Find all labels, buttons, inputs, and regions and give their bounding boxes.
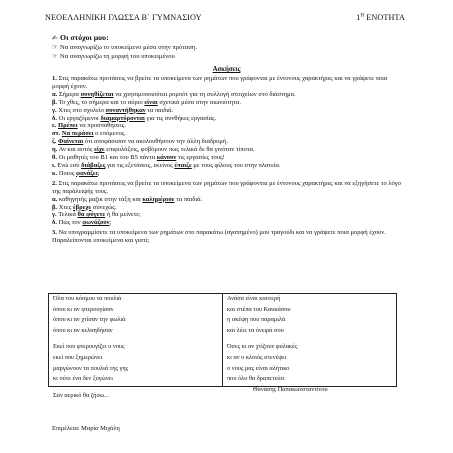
item-text: ; <box>97 169 100 177</box>
item-label: στ. <box>52 130 61 138</box>
item-text: για τις εξετάσεις, εκείνος <box>105 161 175 169</box>
lyric-line: Ανάσα είναι καυτερή <box>227 295 281 302</box>
page-header <box>45 13 405 22</box>
lyric-line: Εκεί που φτερουγίζει ο νους <box>53 343 125 351</box>
item-text: τα παιδιά. <box>174 195 203 203</box>
item-label: θ. <box>52 154 58 162</box>
exercise-2-list <box>52 196 404 228</box>
item-label: α. <box>52 195 58 203</box>
item-text: ή θα μείνετε; <box>105 211 141 219</box>
item-verb: καλημέρισε <box>142 195 175 203</box>
item-text: Οι εργαζόμενοι <box>58 114 101 122</box>
item-label: ι. <box>52 161 56 169</box>
item-verb: συνηθίζεται <box>80 90 114 98</box>
exercise-item <box>52 196 404 204</box>
exercise-item <box>52 162 404 170</box>
item-verb: Να περάσει <box>61 130 94 138</box>
lyric-line: εκεί που ξημερώνει <box>53 353 103 361</box>
goals-section <box>52 34 402 62</box>
exercise-1-intro: 1. Στις παρακάτω προτάσεις να βρείτε τα υποκείμενα των ρημάτων που γράφονται με έντονους χαρακτήρες και να γράψετε ποια μορφή έχουν. <box>52 75 388 90</box>
lyric-line: όπου κι αν χτίσαν την φωλιά <box>53 316 126 324</box>
item-text: Οι μαθητές του Β1 και του Β5 πάντα <box>58 154 157 162</box>
lyric-line: Όλα του κόσμου τα πουλιά <box>53 295 122 302</box>
exercise-3-intro: 3. Να υπογραμμίσετε τα υποκείμενα των ρημάτων στο παρακάτω (αγαπημένο) μου τραγούδι και να γράψετε ποια μορφή έχουν. Παραλείπονται υποκείμενα και γιατί; <box>52 229 386 245</box>
item-text: καθηγητής μαζικ στην τάξη και <box>58 195 143 203</box>
lyric-line: όπου κι αν φτερουγίσαν <box>53 305 114 313</box>
item-label: δ. <box>52 219 57 227</box>
item-text: με τους φίλους του στην πλατεία. <box>191 161 281 169</box>
item-verb: συναντήθηκαν <box>105 106 146 114</box>
lyric-line: Σαν αερικό θα ζήσω... <box>53 391 109 399</box>
item-text: σχετικά μέσα στην αιωνιότητα. <box>157 98 241 106</box>
item-verb: είναι <box>144 98 158 106</box>
lyric-line: κι ούτε ένα δεν ξυγώνει <box>53 375 113 383</box>
lyrics-right-column <box>222 294 396 393</box>
lyric-line: Όσες κι αν χτίζουν φυλακές <box>227 343 298 351</box>
item-text: συνεχώς. <box>91 203 117 211</box>
item-label: γ. <box>52 211 57 219</box>
item-verb: έπαιζε <box>174 161 192 169</box>
item-verb: φωνάζουν <box>82 219 110 227</box>
exercises-body <box>52 75 404 245</box>
item-text: Σήμερα <box>58 90 81 98</box>
item-verb: διάβαζες <box>81 161 106 169</box>
item-verb: κάνουν <box>156 154 177 162</box>
item-text: Αν και αυτός <box>58 146 95 154</box>
item-text: ; <box>109 219 112 227</box>
lyric-line: που όλο θα δραπετεύει <box>227 375 285 383</box>
item-text: ο επόμενος. <box>93 130 126 138</box>
exercise-2-intro: 2. Στις παρακάτω προτάσεις να βρείτε τα υποκείμενα των ρημάτων που γράφονται με έντονους χαρακτήρες και να εξηγήσετε το λόγο της παράλειψής τους. <box>52 179 401 195</box>
exercise-item <box>52 146 404 154</box>
item-verb: είχε <box>94 146 105 154</box>
item-text: ότι αποφάσισαν να ακολουθήσουν την άλλη διαδρομή. <box>83 138 228 146</box>
exercise-item <box>52 154 404 162</box>
pointing-hand-icon: ☞ <box>52 52 58 61</box>
lyric-line: κι αν ο κλοιός στενέψει <box>227 353 287 361</box>
exercise-item <box>52 99 404 107</box>
goals-heading: ✍ Οι στόχοι μου: <box>52 33 109 42</box>
item-text: για τις συνθήκες εργασίας. <box>144 114 217 122</box>
editor-credit: Επιμέλεια: Μαρία Μιχάλη <box>52 425 120 432</box>
item-text: Πώς τον <box>58 219 83 227</box>
item-text: επιφυλάξεις, φοβόμουν πως τελικά δε θα γινόταν τίποτα. <box>104 146 255 154</box>
goal-item: ☞ Να αναγνωρίζω το υποκείμενο μέσα στην πρόταση. <box>52 43 198 52</box>
lyric-line: και λέει τα όνειρά σου <box>227 326 284 334</box>
song-lyrics-table <box>48 293 397 399</box>
item-text: Το χθες, το σήμερα και το αύριο <box>58 98 145 106</box>
course-title: ΝΕΟΕΛΛΗΝΙΚΗ ΓΛΩΣΣΑ Β΄ ΓΥΜΝΑΣΙΟΥ <box>45 13 202 22</box>
exercises-title: Ασκήσεις <box>212 66 241 73</box>
exercise-item <box>52 91 404 99</box>
item-label: η. <box>52 146 58 154</box>
item-text: τα παιδιά. <box>145 106 174 114</box>
item-text: Ποιος <box>58 169 77 177</box>
exercise-1-list <box>52 91 404 178</box>
item-verb: διαμαρτύρονται <box>100 114 145 122</box>
item-label: κ. <box>52 169 58 177</box>
lyrics-author: Θανάσης Παπακωνσταντίνου <box>253 385 328 393</box>
item-label: α. <box>52 90 58 98</box>
item-verb: Πρέπει <box>58 122 78 130</box>
item-text: Ενώ εσύ <box>57 161 82 169</box>
item-verb: έβρεχε <box>72 203 92 211</box>
item-text: τις εργασίες τους! <box>176 154 225 162</box>
exercise-item <box>52 170 404 178</box>
item-text: να προσπαθήσεις. <box>77 122 126 130</box>
item-label: γ. <box>52 106 57 114</box>
item-text: Χτες <box>58 203 73 211</box>
item-verb: Φαίνεται <box>57 138 84 146</box>
lyrics-left-column <box>49 294 222 399</box>
exercise-item <box>52 219 404 227</box>
lyric-line: μαργώνουν τα πουλιά της γης <box>53 364 129 372</box>
item-label: β. <box>52 203 58 211</box>
unit-label: $1^H$ ΕΝΟΤΗΤΑ <box>356 13 405 22</box>
item-label: β. <box>52 98 58 106</box>
pointing-hand-icon: ☞ <box>52 43 58 52</box>
lyric-line: ο νους μας είναι αλήτικο <box>227 364 290 372</box>
pencil-hand-icon: ✍ <box>52 34 58 42</box>
item-verb: φανάζει <box>76 169 98 177</box>
item-verb: θα φύγετε <box>77 211 106 219</box>
goal-item: ☞ Να αναγνωρίζω τη μορφή του υποκειμένου <box>52 52 175 61</box>
item-label: ε. <box>52 122 57 130</box>
item-label: ζ. <box>52 138 57 146</box>
exercise-item <box>52 107 404 115</box>
exercise-item <box>52 138 404 146</box>
item-text: Χτες στο σχολείο <box>58 106 106 114</box>
lyric-line: όπου κι αν κελαηδήσαν <box>53 326 113 334</box>
lyric-line: και στέπα του Καυκάσου <box>227 305 291 313</box>
item-text: Τελικά <box>58 211 78 219</box>
item-text: να χρησιμοποιούται ρομπότ για τη συλλογή στοιχείων στο διάστημα. <box>113 90 296 98</box>
lyric-line: η σκέψη που παραμιλά <box>227 316 286 324</box>
item-label: δ. <box>52 114 57 122</box>
